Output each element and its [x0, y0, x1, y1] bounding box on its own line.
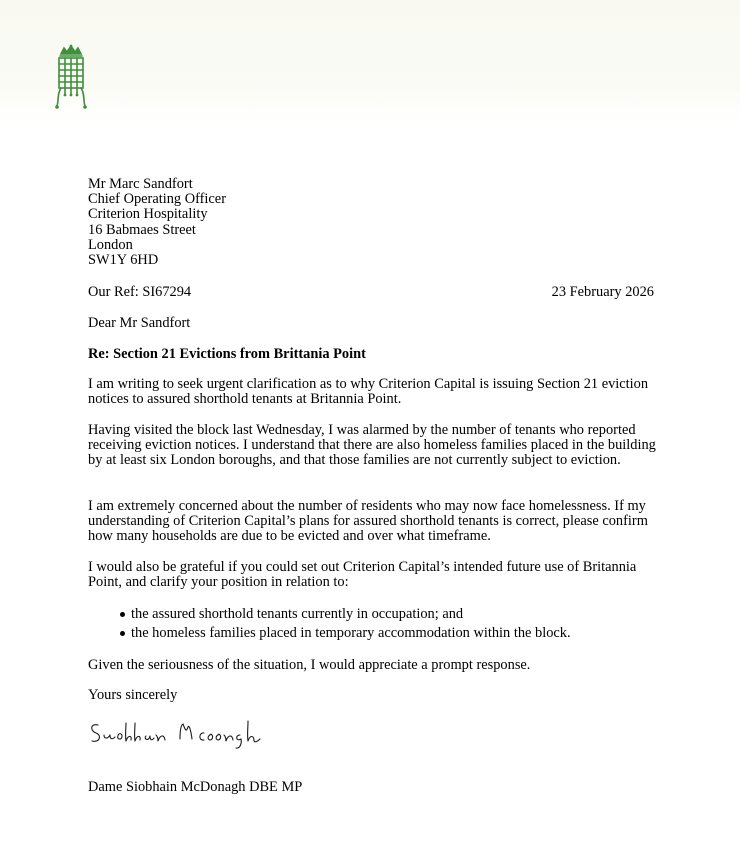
paragraph: I am writing to seek urgent clarification as to why Criterion Capital is issuing Section 21 eviction notices to assured shorthold tenants at Britannia Point.: [88, 376, 649, 408]
recipient-line: SW1Y 6HD: [88, 252, 159, 269]
recipient-line: Mr Marc Sandfort: [88, 176, 193, 192]
recipient-line: Criterion Hospitality: [88, 206, 208, 223]
list-item: the homeless families placed in temporary accommodation within the block.: [88, 626, 658, 645]
our-reference: Our Ref: SI67294: [88, 284, 192, 300]
letter-date: 23 February 2026: [551, 284, 654, 300]
recipient-address: [88, 177, 658, 268]
recipient-line: Chief Operating Officer: [88, 191, 226, 208]
salutation: Dear Mr Sandfort: [88, 315, 191, 331]
portcullis-icon: [55, 44, 87, 110]
signatory-name: Dame Siobhain McDonagh DBE MP: [88, 779, 303, 795]
recipient-line: 16 Babmaes Street: [88, 221, 196, 238]
list-item: the assured shorthold tenants currently in occupation; and: [88, 607, 658, 626]
closing-paragraph: Given the seriousness of the situation, I would appreciate a prompt response.: [88, 657, 531, 673]
letterhead-band: [0, 0, 740, 125]
paragraph: Having visited the block last Wednesday, I was alarmed by the number of tenants who reported receiving eviction notices. I understand that there are also homeless families placed in the building by at least six London boroughs, and that those families are not currently subject to eviction.: [88, 422, 656, 469]
bullet-list: [88, 607, 658, 645]
paragraph: I am extremely concerned about the number of residents who may now face homelessness. If my understanding of Criterion Capital’s plans for assured shorthold tenants is correct, please confirm how many households are due to be evicted and over what timeframe.: [88, 498, 648, 545]
subject-line: Re: Section 21 Evictions from Brittania Point: [88, 346, 366, 362]
handwritten-signature: [88, 715, 268, 751]
reference-row: [88, 285, 654, 300]
paragraph: I would also be grateful if you could set out Criterion Capital’s intended future use of Britannia Point, and clarify your position in relation to:: [88, 559, 637, 591]
recipient-line: London: [88, 236, 133, 253]
sign-off: Yours sincerely: [88, 687, 178, 703]
